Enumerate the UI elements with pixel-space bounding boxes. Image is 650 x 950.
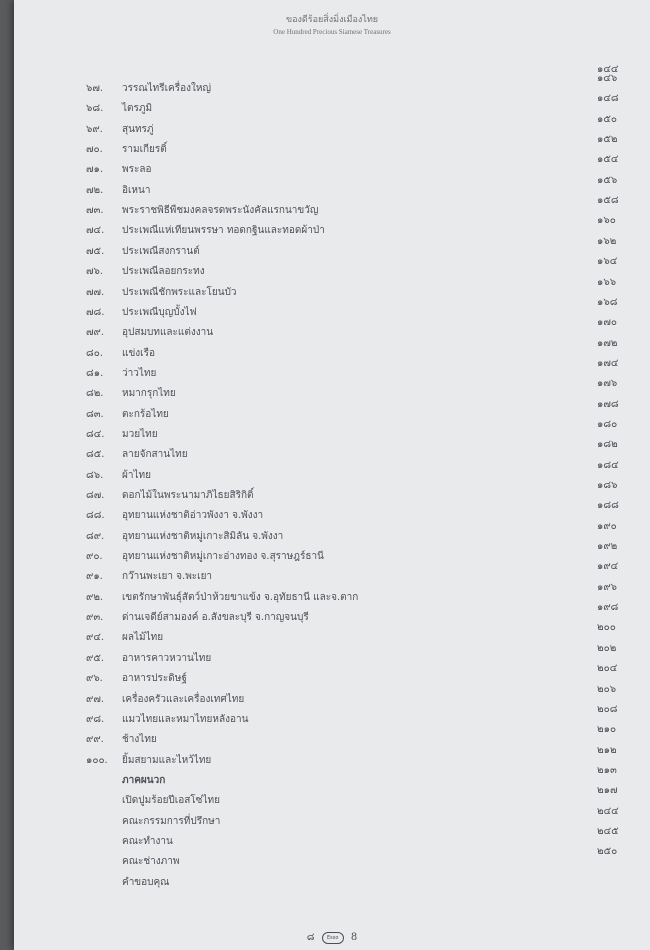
toc-page-number: ๑๘๐: [597, 418, 618, 430]
toc-entry-number: ๘๗.: [86, 490, 105, 501]
toc-entry: [14, 337, 650, 365]
toc-entry-title: หมากรุกไทย: [122, 388, 176, 400]
toc-entry-title: คณะทำงาน: [122, 835, 173, 847]
toc-entry-title: เขตรักษาพันธุ์สัตว์ป่าห้วยขาแข้ง จ.อุทัยธานี และจ.ตาก: [122, 591, 359, 603]
toc-entry-title: ผ้าไทย: [122, 469, 151, 481]
toc-entry-title: เปิดปูมร้อยปีเอสโซ่ไทย: [122, 795, 220, 807]
toc-entry-title: ประเพณีลอยกระทง: [122, 266, 205, 278]
toc-entry-title: คณะกรรมการที่ปรึกษา: [122, 815, 221, 827]
toc-entry-number: ๙๙.: [86, 734, 104, 746]
toc-page-number: ๑๕๘: [597, 195, 619, 207]
toc-entry: [14, 663, 650, 690]
toc-entry-number: ๘๘.: [86, 510, 105, 522]
toc-page-number: ๑๘๘: [597, 500, 619, 512]
toc-entry-number: ๗๕.: [86, 245, 105, 257]
toc-entry-title: ภาคผนวก: [122, 774, 166, 786]
toc-entry-title: พระราชพิธีพืชมงคลจรดพระนังคัลแรกนาขวัญ: [122, 205, 319, 217]
toc-entry-title: ช้างไทย: [122, 734, 157, 746]
toc-entry: [14, 235, 650, 263]
toc-entry-number: ๗๐.: [86, 144, 103, 156]
toc-page-number: ๑๘๔: [597, 459, 619, 471]
toc-entry-title: แข่งเรือ: [122, 347, 155, 359]
toc-entry-title: ประเพณีชักพระและโยนบัว: [122, 286, 237, 298]
toc-page-number: ๒๕๐: [597, 846, 618, 858]
toc-page-number: ๑๙๒: [597, 541, 618, 553]
toc-entry-number: ๙๑.: [86, 571, 103, 583]
toc-page-number: ๑๙๖: [597, 581, 618, 593]
toc-entry-number: ๘๑.: [86, 367, 104, 379]
toc-entry: [14, 785, 650, 812]
toc-entry: [14, 174, 650, 202]
toc-entry-number: ๗๔.: [86, 225, 105, 237]
toc-entry-number: ๗๓.: [86, 205, 104, 217]
toc-entry: [14, 154, 650, 181]
toc-entry: [14, 846, 650, 873]
toc-page-number: ๑๖๔: [597, 256, 618, 268]
toc-entry-title: วรรณไทรีเครื่องใหญ่: [122, 83, 211, 94]
toc-entry-number: ๙๘.: [86, 713, 105, 725]
toc-page-number: ๑๖๖: [597, 276, 617, 288]
toc-entry: [14, 581, 650, 609]
toc-entry-title: อุทยานแห่งชาติหมู่เกาะสิมิลัน จ.พังงา: [122, 530, 284, 542]
header-english-title: One Hundred Precious Siamese Treasures: [273, 28, 391, 36]
toc-entry: [14, 357, 650, 385]
toc-entry-title: พระลอ: [122, 164, 152, 176]
toc-page-number: ๑๔๖: [597, 73, 618, 84]
toc-entry-number: ๗๑.: [86, 164, 104, 176]
toc-entry-title: ด่านเจดีย์สามองค์ อ.สังขละบุรี จ.กาญจนบุรี: [122, 612, 309, 624]
toc-entry-number: ๙๕.: [86, 652, 105, 664]
toc-entry-title: สุนทรภู่: [122, 123, 154, 135]
toc-entry-title: อุทยานแห่งชาติอ่าวพังงา จ.พังงา: [122, 510, 264, 522]
toc-entry: [14, 418, 650, 446]
toc-entry-number: ๘๙.: [86, 530, 105, 542]
toc-page-number: ๒๐๐: [597, 622, 616, 634]
document-page: [14, 0, 650, 950]
toc-page-number: ๑๘๒: [597, 439, 618, 451]
toc-entry-title: เครื่องครัวและเครื่องเทศไทย: [122, 693, 245, 705]
toc-entry-title: ผลไม้ไทย: [122, 632, 164, 644]
toc-page-number: ๑๙๐: [597, 520, 617, 532]
toc-entry-title: แมวไทยและหมาไทยหลังอาน: [122, 713, 249, 725]
toc-page-number: ๑๗๔: [597, 357, 619, 369]
toc-entry: [14, 876, 650, 894]
header-thai-title: ของดีร้อยสิ่งมิ่งเมืองไทย: [285, 15, 379, 25]
toc-entry-number: ๗๗.: [86, 286, 105, 298]
toc-page-number: ๑๕๐: [597, 113, 618, 125]
toc-entry-title: ประเพณีสงกรานต์: [122, 245, 200, 257]
toc-page-number: ๑๗๖: [597, 378, 618, 390]
toc-entry-title: ตะกร้อไทย: [122, 408, 169, 420]
toc-entry: [14, 541, 650, 568]
toc-entry: [14, 805, 650, 833]
toc-page-number: ๒๑๓: [597, 764, 617, 776]
toc-entry: [14, 215, 650, 242]
toc-entry-title: อาหารประดิษฐ์: [122, 673, 187, 685]
toc-page-number: ๑๘๖: [597, 480, 618, 491]
toc-entry-title: อิเหนา: [122, 184, 151, 196]
toc-entry-title: อุทยานแห่งชาติหมู่เกาะอ่างทอง จ.สุราษฎร์ธานี: [122, 551, 324, 563]
toc-entry-number: ๖๙.: [86, 123, 103, 135]
toc-entry: [14, 764, 650, 792]
toc-entry-title: ไตรภูมิ: [122, 103, 153, 115]
toc-entry-number: ๘๖.: [86, 469, 104, 481]
toc-entry: [14, 378, 650, 405]
toc-page-number: ๒๔๔: [597, 805, 619, 817]
toc-entry: [14, 459, 650, 487]
toc-page-number: ๒๑๐: [597, 724, 617, 736]
toc-page-number: ๒๐๖: [597, 683, 617, 695]
page-footer: [14, 930, 650, 945]
toc-entry-title: ประเพณีบุญบั้งไฟ: [122, 306, 197, 318]
toc-entry: [14, 703, 650, 731]
toc-entry-title: กว๊านพะเยา จ.พะเยา: [122, 571, 213, 583]
toc-page-number: ๑๙๔: [597, 561, 619, 573]
toc-entry-number: ๙๗.: [86, 693, 105, 705]
toc-entry-number: ๗๒.: [86, 184, 104, 196]
toc-entry-number: ๘๔.: [86, 428, 105, 440]
toc-entry: [14, 480, 650, 507]
toc-entry: [14, 93, 650, 120]
footer-page-number: 8: [350, 932, 358, 943]
toc-entry: [14, 520, 650, 548]
toc-entry: [14, 73, 650, 100]
toc-entry-title: อาหารคาวหวานไทย: [122, 652, 212, 664]
toc-entry-number: ๙๓.: [86, 612, 104, 624]
toc-entry: [14, 317, 650, 344]
toc-page-number: ๒๐๔: [597, 663, 618, 675]
toc-entry: [14, 296, 650, 324]
toc-entry: [14, 642, 650, 670]
toc-entry: [14, 256, 650, 283]
toc-page-number: ๒๔๕: [597, 825, 619, 837]
toc-entry: [14, 113, 650, 141]
toc-entry: [14, 195, 650, 222]
toc-page-number: ๒๑๒: [597, 744, 617, 756]
toc-entry-title: มวยไทย: [122, 428, 158, 440]
toc-entry-title: ประเพณีแห่เทียนพรรษา ทอดกฐินและทอดผ้าป่า: [122, 225, 325, 237]
toc-entry-number: ๗๙.: [86, 327, 105, 339]
toc-entry-number: ๖๘.: [86, 103, 104, 115]
toc-page-number: ๑๗๐: [597, 317, 617, 329]
toc-entry-title: อุปสมบทและแต่งงาน: [122, 327, 214, 339]
toc-entry-number: ๖๗.: [86, 83, 104, 94]
toc-entry-number: ๙๐.: [86, 551, 103, 563]
toc-page-number: ๑๔๘: [597, 93, 619, 105]
toc-entry-title: ว่าวไทย: [122, 367, 157, 379]
toc-entry: [14, 500, 650, 527]
toc-page-number: ๑๕๔: [597, 154, 619, 166]
toc-entry-number: ๘๐.: [86, 347, 103, 359]
toc-page-number: ๒๐๒: [597, 642, 617, 654]
toc-entry: [14, 683, 650, 711]
toc-entry-number: ๙๔.: [86, 632, 105, 644]
toc-entry-title: ยิ้มสยามและไหว้ไทย: [122, 754, 212, 766]
toc-entry-number: ๗๘.: [86, 306, 105, 318]
toc-page-number: ๑๕๖: [597, 174, 618, 186]
toc-entry: [14, 561, 650, 588]
toc-page-number: ๑๖๘: [597, 296, 618, 308]
toc-entry: [14, 724, 650, 751]
toc-entry: [14, 622, 650, 649]
toc-page-number: ๒๑๗: [597, 785, 618, 797]
toc-page-number: ๑๖๐: [597, 215, 616, 227]
toc-entry-number: ๘๒.: [86, 388, 104, 400]
toc-entry: [14, 825, 650, 853]
toc-entry-title: ลายจักสานไทย: [122, 449, 188, 461]
toc-page-number: ๑๕๒: [597, 134, 618, 146]
toc-entry-title: ดอกไม้ในพระนามาภิไธยสิริกิติ์: [122, 490, 254, 501]
toc-entry: [14, 602, 650, 629]
toc-entry-title: รามเกียรติ์: [122, 144, 167, 156]
toc-entry-title: คำขอบคุณ: [122, 876, 170, 888]
toc-page-number: ๑๙๘: [597, 602, 619, 614]
toc-entry: [14, 744, 650, 772]
table-of-contents: [14, 0, 650, 950]
toc-page-number: ๑๗๒: [597, 337, 618, 349]
toc-entry-number: ๘๕.: [86, 449, 105, 461]
toc-entry: [14, 134, 650, 161]
esso-logo-icon: Esso: [322, 932, 344, 944]
toc-page-number: ๒๐๘: [597, 703, 618, 715]
toc-page-number: ๑๖๒: [597, 235, 617, 247]
toc-top-page-row: [14, 63, 650, 81]
footer-thai-page: ๘: [306, 932, 315, 943]
toc-page-number: ๑๗๘: [597, 398, 619, 410]
toc-entry-number: ๘๓.: [86, 408, 104, 420]
toc-entry: [14, 439, 650, 466]
toc-entry-number: ๙๖.: [86, 673, 103, 685]
toc-entry: [14, 398, 650, 426]
toc-page-number: ๑๔๔: [597, 64, 619, 75]
toc-entry-title: คณะช่างภาพ: [122, 856, 180, 868]
toc-entry: [14, 276, 650, 304]
toc-entry-number: ๙๒.: [86, 591, 104, 603]
toc-entry-number: ๗๖.: [86, 266, 104, 278]
toc-entry-number: ๑๐๐.: [86, 754, 108, 766]
